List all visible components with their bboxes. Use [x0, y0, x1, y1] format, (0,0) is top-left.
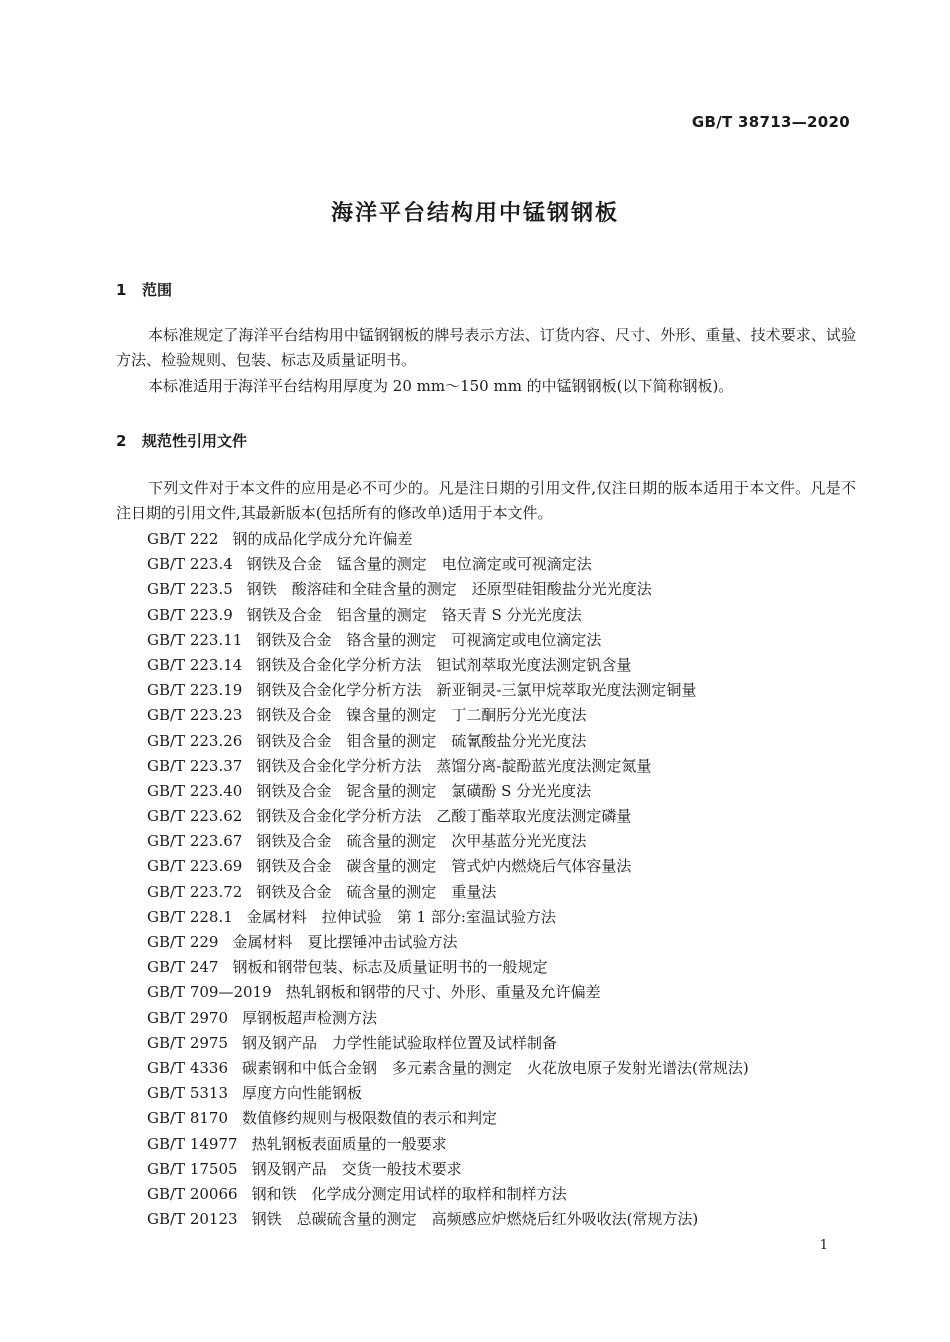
standard-number: GB/T 38713—2020 [691, 113, 850, 131]
scope-paragraph-1: 本标准规定了海洋平台结构用中锰钢钢板的牌号表示方法、订货内容、尺寸、外形、重量、技术要求、试验方法、检验规则、包装、标志及质量证明书。 [116, 326, 856, 369]
reference-item [147, 1056, 749, 1081]
reference-code: GB/T 223.40 [147, 781, 243, 800]
reference-code: GB/T 2975 [147, 1033, 229, 1052]
reference-list [147, 527, 749, 1232]
reference-item [147, 930, 749, 955]
scope-paragraph-2: 本标准适用于海洋平台结构用厚度为 20 mm～150 mm 的中锰钢钢板(以下简称钢板)。 [148, 377, 734, 395]
reference-item [147, 1182, 749, 1207]
section-2-heading [116, 430, 247, 451]
reference-code: GB/T 223.62 [147, 807, 243, 826]
reference-item [147, 1132, 749, 1157]
reference-item [147, 678, 749, 703]
reference-code: GB/T 5313 [147, 1084, 229, 1103]
reference-title: 钢铁及合金 碳含量的测定 管式炉内燃烧后气体容量法 [256, 857, 632, 876]
reference-code: GB/T 8170 [147, 1109, 229, 1128]
reference-item [147, 980, 749, 1005]
reference-item [147, 854, 749, 879]
reference-item [147, 527, 749, 552]
normative-references-intro: 下列文件对于本文件的应用是必不可少的。凡是注日期的引用文件,仅注日期的版本适用于本文件。凡是不注日期的引用文件,其最新版本(包括所有的修改单)适用于本文件。 [116, 479, 856, 522]
section-1-title: 范围 [142, 281, 173, 299]
reference-code: GB/T 223.26 [147, 731, 243, 750]
reference-code: GB/T 223.9 [147, 605, 233, 624]
reference-code: GB/T 223.69 [147, 857, 243, 876]
reference-title: 钢铁及合金 锰含量的测定 电位滴定或可视滴定法 [246, 555, 592, 574]
reference-item [147, 703, 749, 728]
reference-item [147, 829, 749, 854]
reference-item [147, 577, 749, 602]
reference-title: 数值修约规则与极限数值的表示和判定 [242, 1109, 498, 1128]
reference-item [147, 1106, 749, 1131]
reference-code: GB/T 20123 [147, 1210, 238, 1229]
reference-title: 厚钢板超声检测方法 [242, 1008, 378, 1027]
section-1-heading [116, 279, 172, 300]
reference-code: GB/T 247 [147, 958, 219, 977]
page-number: 1 [819, 1238, 828, 1253]
reference-title: 厚度方向性能钢板 [242, 1084, 363, 1103]
reference-title: 热轧钢板表面质量的一般要求 [251, 1134, 447, 1153]
reference-title: 钢铁及合金 镍含量的测定 丁二酮肟分光光度法 [256, 706, 587, 725]
reference-item [147, 1081, 749, 1106]
reference-item [147, 880, 749, 905]
reference-title: 金属材料 夏比摆锤冲击试验方法 [232, 933, 458, 951]
reference-code: GB/T 222 [147, 530, 219, 548]
reference-title: 钢铁 酸溶硅和全硅含量的测定 还原型硅钼酸盐分光光度法 [246, 580, 652, 599]
reference-title: 钢铁及合金化学分析方法 乙酸丁酯萃取光度法测定磷量 [256, 807, 632, 826]
reference-title: 钢铁及合金 硫含量的测定 次甲基蓝分光光度法 [256, 832, 587, 851]
reference-title: 钢铁及合金 钼含量的测定 硫氰酸盐分光光度法 [256, 731, 587, 750]
reference-item [147, 729, 749, 754]
reference-title: 钢铁 总碳硫含量的测定 高频感应炉燃烧后红外吸收法(常规方法) [251, 1210, 699, 1229]
reference-item [147, 628, 749, 653]
reference-code: GB/T 223.19 [147, 681, 243, 700]
reference-code: GB/T 223.23 [147, 706, 243, 725]
reference-item [147, 905, 749, 930]
reference-code: GB/T 223.72 [147, 882, 243, 901]
reference-code: GB/T 2970 [147, 1008, 229, 1027]
reference-item [147, 1006, 749, 1031]
reference-title: 钢和铁 化学成分测定用试样的取样和制样方法 [251, 1184, 567, 1203]
reference-title: 钢铁及合金化学分析方法 钽试剂萃取光度法测定钒含量 [256, 655, 632, 674]
section-2-title: 规范性引用文件 [142, 432, 248, 450]
reference-title: 碳素钢和中低合金钢 多元素含量的测定 火花放电原子发射光谱法(常规法) [242, 1058, 749, 1077]
reference-code: GB/T 228.1 [147, 907, 233, 926]
reference-code: GB/T 709—2019 [147, 983, 272, 1002]
reference-item [147, 804, 749, 829]
reference-item [147, 779, 749, 804]
reference-title: 钢铁及合金化学分析方法 蒸馏分离-靛酚蓝光度法测定氮量 [256, 756, 652, 775]
reference-item [147, 653, 749, 678]
reference-code: GB/T 17505 [147, 1159, 238, 1178]
reference-item [147, 754, 749, 779]
reference-code: GB/T 4336 [147, 1058, 229, 1077]
section-1-number: 1 [116, 281, 127, 299]
reference-item [147, 1031, 749, 1056]
reference-code: GB/T 223.37 [147, 756, 243, 775]
reference-item [147, 955, 749, 980]
reference-title: 热轧钢板和钢带的尺寸、外形、重量及允许偏差 [285, 983, 601, 1002]
document-title: 海洋平台结构用中锰钢钢板 [330, 201, 619, 226]
reference-code: GB/T 223.67 [147, 832, 243, 851]
reference-code: GB/T 223.4 [147, 555, 233, 574]
reference-code: GB/T 223.5 [147, 580, 233, 599]
reference-code: GB/T 223.14 [147, 655, 243, 674]
reference-code: GB/T 20066 [147, 1184, 238, 1203]
reference-title: 钢及钢产品 交货一般技术要求 [251, 1159, 462, 1178]
reference-item [147, 603, 749, 628]
reference-item [147, 1157, 749, 1182]
section-2-number: 2 [116, 432, 127, 450]
reference-title: 金属材料 拉伸试验 第 1 部分:室温试验方法 [246, 907, 556, 926]
reference-title: 钢铁及合金 铬含量的测定 可视滴定或电位滴定法 [256, 630, 602, 649]
reference-title: 钢铁及合金化学分析方法 新亚铜灵-三氯甲烷萃取光度法测定铜量 [256, 681, 697, 700]
reference-item [147, 552, 749, 577]
reference-title: 钢铁及合金 硫含量的测定 重量法 [256, 882, 497, 901]
reference-item [147, 1207, 749, 1232]
reference-code: GB/T 229 [147, 933, 219, 951]
reference-code: GB/T 223.11 [147, 630, 243, 649]
reference-code: GB/T 14977 [147, 1134, 238, 1153]
reference-title: 钢铁及合金 铝含量的测定 铬天青 S 分光光度法 [246, 605, 582, 624]
reference-title: 钢的成品化学成分允许偏差 [232, 530, 413, 548]
reference-title: 钢铁及合金 铌含量的测定 氯磺酚 S 分光光度法 [256, 781, 592, 800]
reference-title: 钢及钢产品 力学性能试验取样位置及试样制备 [242, 1033, 558, 1052]
reference-title: 钢板和钢带包装、标志及质量证明书的一般规定 [232, 958, 548, 977]
